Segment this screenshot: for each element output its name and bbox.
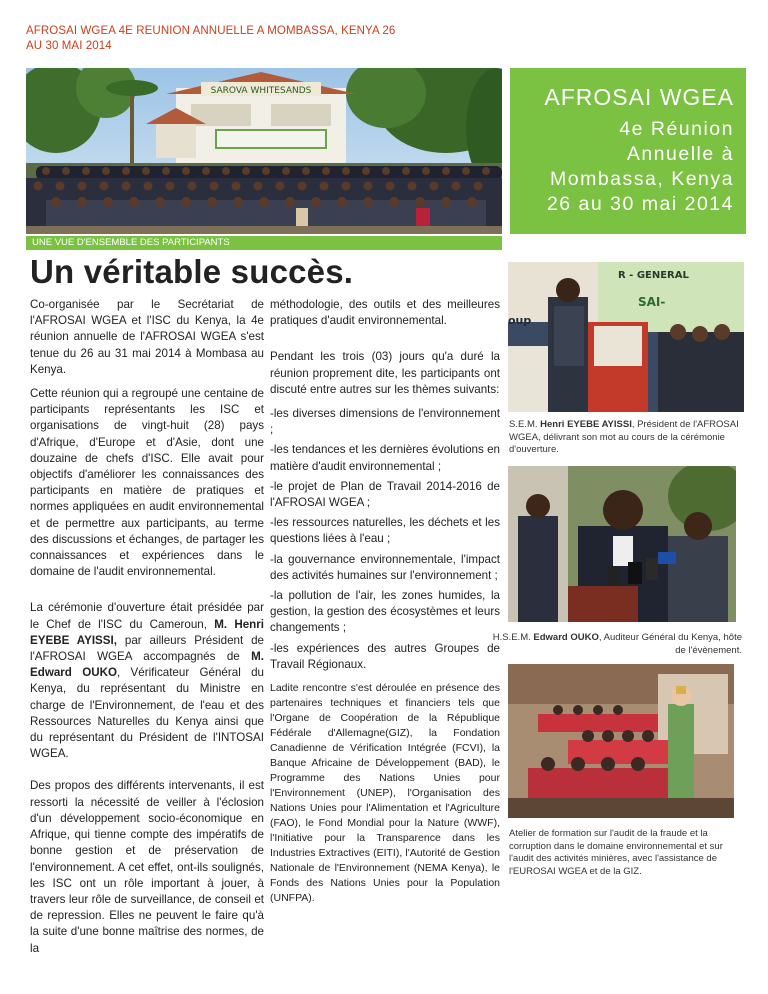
speaker-photo-illustration (508, 262, 744, 412)
text-run: par ailleurs Président de l'AFROSAI WGEA accompagnés de (30, 633, 265, 664)
text-run: H.S.E.M. (492, 632, 534, 643)
paragraph: Cette réunion qui a regroupé une centaine de participants représentants les ISC et organisations de vingt-huit (28) pays d'Afrique, d'Europe et d'Asie, dont une douzaine de chefs d'ISC. Elle avait pour objectifs d'améliorer les connaissances des participants en matière de pratiques et normes appliquées en audit environnemental et de permettre aux participants, au terme des discussions et échanges, de partager les connaissances et expériences dans le domaine de l'audit environnemental. (30, 387, 264, 579)
paragraph: Des propos des différents intervenants, il est ressorti la nécessité de veiller à l'éclosion d'un développement socio-économique en Afrique, qui tienne compte des impératifs de bonne gestion et de préservation de l'environnement. A cet effet, ont-ils soulignés, les ISC ont un rôle important à jouer, à travers leur rôle de surveillance, de conseil et de repression. Elles ne peuvent le faire qu'à la suite d'une bonne maîtrise des normes, de la (30, 779, 264, 955)
group-photo-illustration (26, 68, 502, 234)
list-item: -les ressources naturelles, les déchets et les questions liées à l'eau ; (270, 516, 500, 546)
person-name: M. Henri EYEBE AYISSI, (30, 617, 264, 647)
paragraph: Ladite rencontre s'est déroulée en présence des partenaires techniques et financiers tels que l'Organe de Coopération de la République Fédérale d'Allemagne(GIZ), la Fondation Canadienne de Vérification Intégrée (FCVI), la Banque Africaine de Développement (BAD), le Programme des Nations Unies pour l'Environnement (UNEP), l'Organisation des Nations Unies pour l'Alimentation et l'Agriculture (FAO), le Fond Mondial pour la Nature (WWF), l'Initiative pour la Transparence dans les Industries Extractives (EITI), l'Autorité de Gestion Nationale de l'Environnement (NEMA Kenya), le Fonds des Nations Unies pour la Population (UNFPA). (270, 682, 500, 905)
paragraph (30, 600, 264, 762)
backdrop-text: SAI- (638, 295, 666, 309)
list-item: -les expériences des autres Groupes de Travail Régionaux. (270, 641, 500, 671)
newsletter-header (26, 24, 446, 54)
banner-subtitle-3: Mombassa, Kenya (550, 168, 734, 190)
speaker-photo-caption (509, 419, 739, 457)
banner-title: AFROSAI WGEA (544, 84, 734, 110)
header-line-1: AFROSAI WGEA 4E REUNION ANNUELLE A MOMBASSA, KENYA 26 (26, 25, 396, 37)
person-name: Henri EYEBE AYISSI (540, 419, 632, 430)
person-name: M. Edward OUKO (30, 650, 264, 680)
speaker-photo (508, 262, 744, 412)
list-item: -les diverses dimensions de l'environnement ; (270, 407, 500, 437)
banner-subtitle-2: Annuelle à (626, 143, 734, 165)
workshop-photo-illustration (508, 664, 734, 818)
article-column-2 (270, 297, 500, 906)
list-item: -le projet de Plan de Travail 2014-2016 de l'AFROSAI WGEA ; (270, 479, 500, 510)
interview-photo (508, 466, 736, 622)
event-banner (510, 68, 746, 234)
person-name: Edward OUKO (533, 632, 599, 643)
hotel-sign: SAROVA WHITESANDS (210, 86, 312, 96)
list-item: -la pollution de l'air, les zones humides, la gestion, la gestion des écosystèmes et leurs changements ; (270, 589, 500, 635)
header-line-2: AU 30 MAI 2014 (26, 40, 112, 52)
interview-photo-caption (492, 632, 742, 657)
list-item: -la gouvernance environnementale, l'impact des activités humaines sur l'environnement ; (270, 552, 500, 582)
banner-subtitle-4: 26 au 30 mai 2014 (546, 193, 734, 215)
photo-caption-bar: UNE VUE D'ENSEMBLE DES PARTICIPANTS (26, 236, 502, 250)
text-run: La cérémonie d'ouverture était présidée par le Chef de l'ISC du Cameroun, (30, 601, 264, 631)
workshop-photo-caption: Atelier de formation sur l'audit de la fraude et la corruption dans le domaine environnemental et sur l'audit des activités minières, avec l'assistance de l'EUROSAI WGEA et de la GIZ. (509, 828, 723, 877)
article-column-1 (30, 297, 264, 957)
list-item: -les tendances et les dernières évolutions en matière d'audit environnemental ; (270, 443, 500, 473)
text-run: S.E.M. (509, 419, 541, 430)
backdrop-text: R - GENERAL (618, 270, 689, 281)
workshop-photo (508, 664, 734, 818)
backdrop-text: oup (508, 314, 532, 327)
article-title: Un véritable succès. (30, 253, 354, 290)
paragraph: méthodologie, des outils et des meilleures pratiques d'audit environnemental. (270, 298, 500, 328)
paragraph: Pendant les trois (03) jours qu'a duré la réunion proprement dite, les participants ont discuté entre autres sur les thèmes suivants: (270, 350, 500, 396)
interview-photo-illustration (508, 466, 736, 622)
banner-subtitle-1: 4e Réunion (619, 118, 734, 140)
group-photo (26, 68, 502, 234)
paragraph: Co-organisée par le Secrétariat de l'AFROSAI WGEA et l'ISC du Kenya, la 4e réunion annuelle de l'AFROSAI WGEA s'est tenue du 26 au 31 mai 2014 à Mombasa au Kenya. (30, 298, 264, 376)
text-run: , Vérificateur Général du Kenya, du représentant du Ministre en charge de l'Environnement, de l'eau et des Ressources Naturelles du Kenya ainsi que du représentant du Président de l'INTOSAI WGEA. (30, 666, 264, 761)
text-run: , Auditeur Général du Kenya, hôte de l'évènement. (598, 632, 742, 656)
text-run: , Président de l'AFROSAI WGEA, délivrant son mot au cours de la cérémonie d'ouverture. (509, 419, 739, 455)
